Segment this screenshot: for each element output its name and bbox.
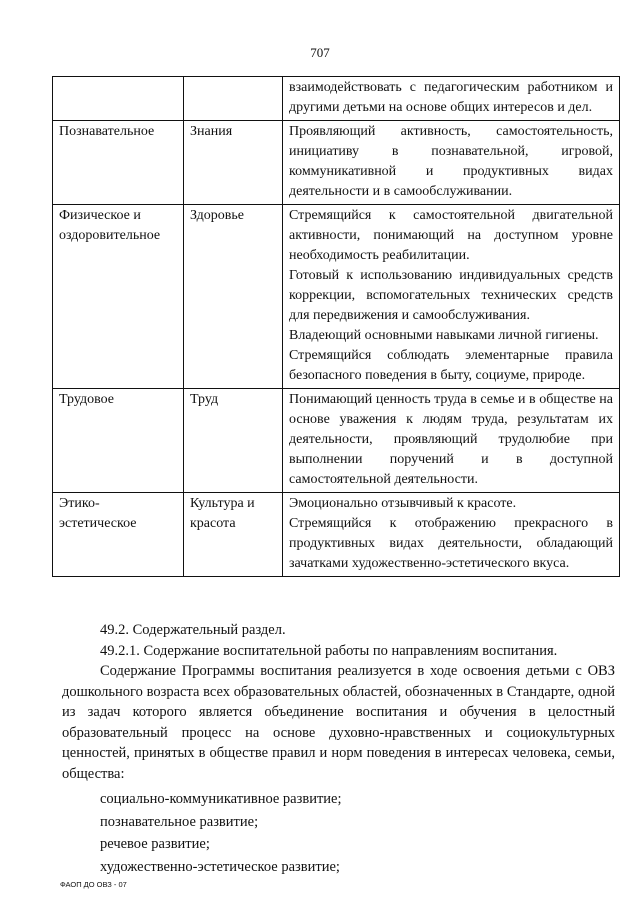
page-number: 707 [310, 45, 330, 60]
description-paragraph: Готовый к использованию индивидуальных средств коррекции, вспомогательных технических средств для передвижения и самообслуживания. [289, 268, 613, 323]
description-cell [283, 77, 620, 121]
content-section [62, 620, 615, 878]
values-table [52, 76, 620, 577]
footer-code: ФАОП ДО ОВЗ - 07 [60, 880, 127, 889]
body-paragraph: Содержание Программы воспитания реализуется в ходе освоения детьми с ОВЗ дошкольного возраста всех образовательных областей, обозначенных в Стандарте, одной из задач которого является объединение воспитания и обучения в целостный образовательный процесс на основе духовно-нравственных и социокультурных ценностей, принятых в обществе правил и норм поведения в интересах человека, семьи, общества: [62, 663, 615, 782]
subsection-heading: 49.2.1. Содержание воспитательной работы по направлениям воспитания. [100, 642, 558, 659]
list-item: социально-коммуникативное развитие; [100, 791, 342, 807]
direction-cell [53, 77, 184, 121]
value-cell: Культура и красота [184, 493, 283, 577]
direction-cell: Физическое и оздоровительное [53, 205, 184, 389]
description-cell [283, 493, 620, 577]
section-heading: 49.2. Содержательный раздел. [100, 622, 286, 638]
list-item: познавательное развитие; [100, 813, 259, 830]
description-paragraph: Стремящийся соблюдать элементарные правила безопасного поведения в быту, социуме, природе. [289, 348, 613, 383]
description-paragraph: Стремящийся к отображению прекрасного в продуктивных видах деятельности, обладающий зачатками художественно-эстетического вкуса. [289, 516, 613, 571]
description-paragraph: взаимодействовать с педагогическим работником и другими детьми на основе общих интересов и дел. [289, 80, 613, 115]
list-item: художественно-эстетическое развитие; [100, 858, 340, 875]
value-cell: Знания [184, 121, 283, 205]
direction-cell: Познавательное [53, 121, 184, 205]
table-row [53, 389, 620, 493]
education-areas-list [62, 788, 615, 878]
description-paragraph: Проявляющий активность, самостоятельность, инициативу в познавательной, игровой, коммуникативной и продуктивных видах деятельности и в самообслуживании. [289, 124, 613, 199]
table-row [53, 493, 620, 577]
value-cell: Здоровье [184, 205, 283, 389]
value-cell [184, 77, 283, 121]
value-cell: Труд [184, 389, 283, 493]
description-paragraph: Эмоционально отзывчивый к красоте. [289, 496, 517, 511]
direction-cell: Трудовое [53, 389, 184, 493]
description-cell [283, 389, 620, 493]
table-row [53, 205, 620, 389]
description-cell [283, 121, 620, 205]
direction-cell: Этико-эстетическое [53, 493, 184, 577]
values-table-body [53, 77, 620, 577]
table-row [53, 77, 620, 121]
list-item: речевое развитие; [100, 836, 210, 852]
description-paragraph: Владеющий основными навыками личной гигиены. [289, 328, 599, 343]
table-row [53, 121, 620, 205]
description-paragraph: Понимающий ценность труда в семье и в обществе на основе уважения к людям труда, результатам их деятельности, проявляющий трудолюбие при выполнении поручений и в доступной самостоятельной деятельности. [289, 392, 613, 487]
description-paragraph: Стремящийся к самостоятельной двигательной активности, понимающий на доступном уровне необходимость реабилитации. [289, 208, 613, 263]
description-cell [283, 205, 620, 389]
